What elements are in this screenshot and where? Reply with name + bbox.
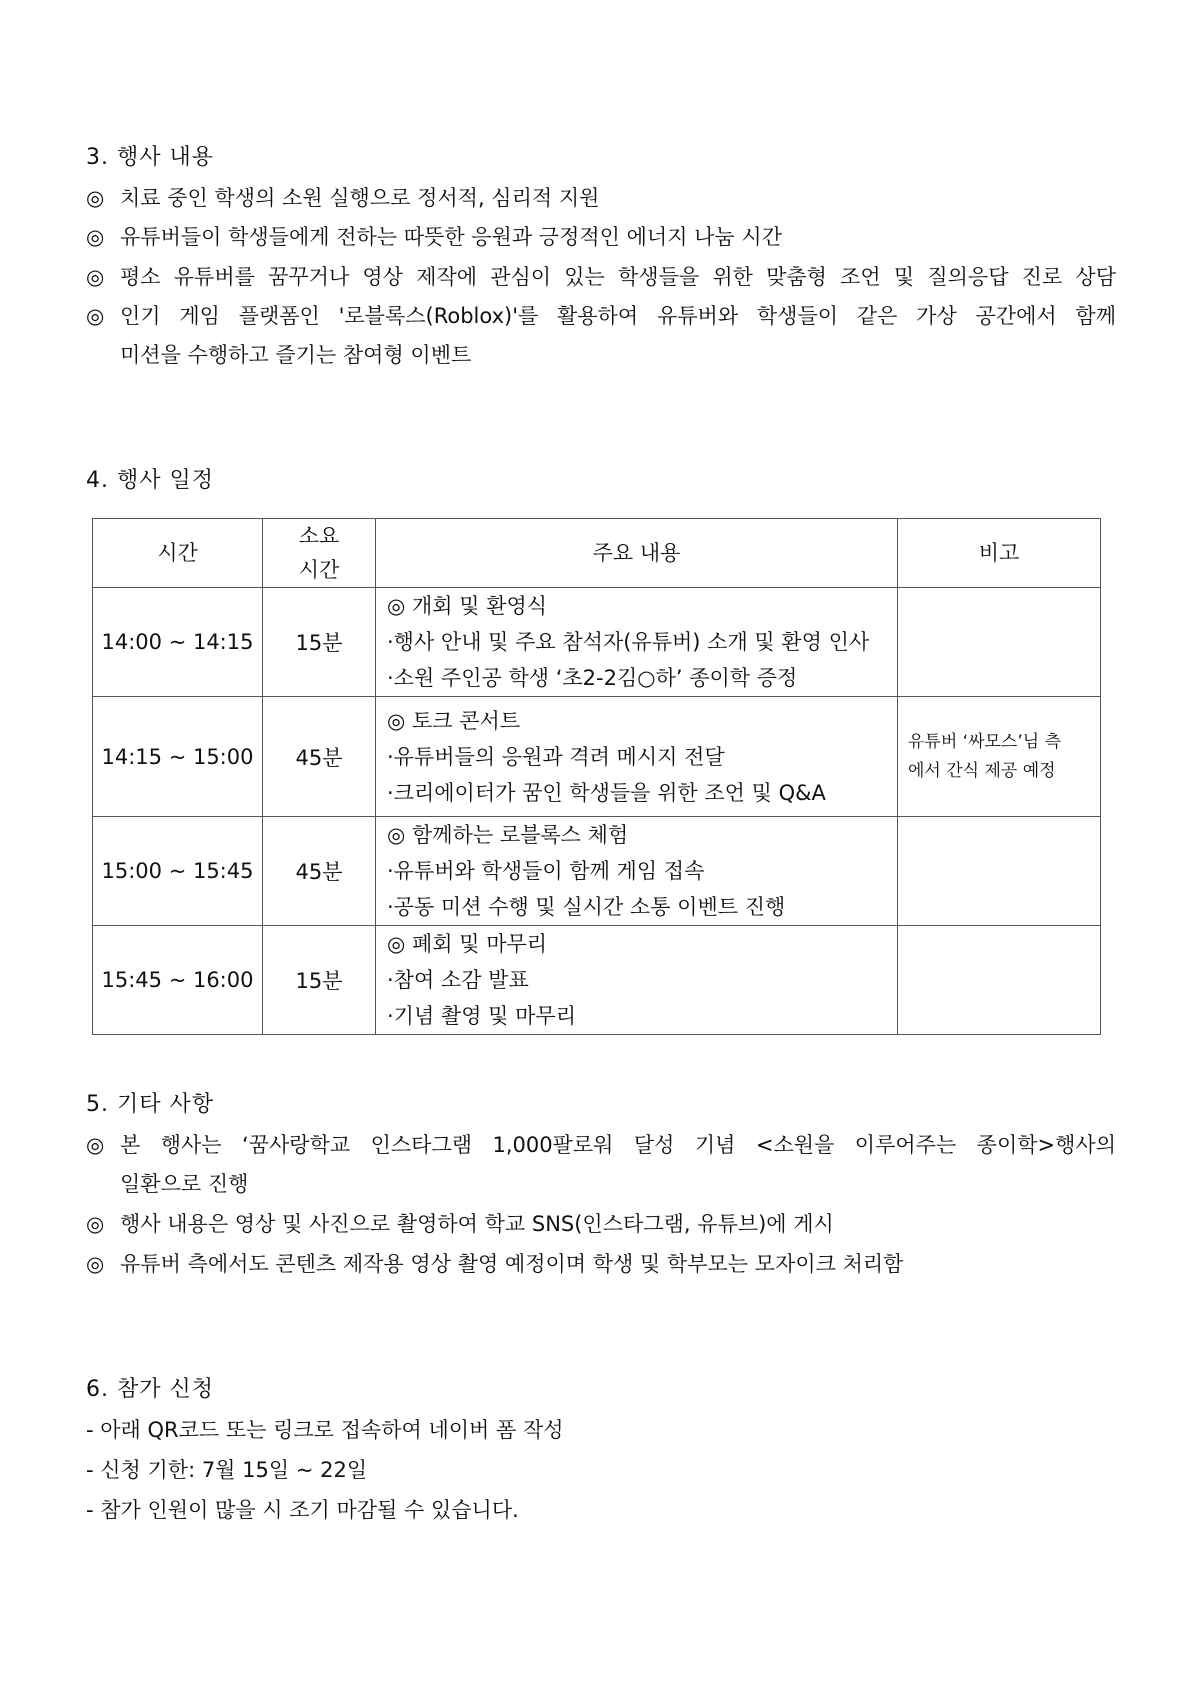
schedule-table	[92, 518, 1101, 1035]
section-5-bullet	[86, 1205, 1116, 1243]
row-time: 14:15 ~ 15:00	[93, 697, 263, 817]
bullet-text: 유튜버들이 학생들에게 전하는 따뜻한 응원과 긍정적인 에너지 나눔 시간	[120, 225, 782, 249]
content-heading: ◎ 폐회 및 마무리	[387, 932, 548, 956]
header-time: 시간	[93, 519, 263, 588]
row-duration: 15분	[263, 588, 376, 697]
row-time: 15:00 ~ 15:45	[93, 817, 263, 926]
bullet-text: 유튜버 측에서도 콘텐츠 제작용 영상 촬영 예정이며 학생 및 학부모는 모자이크 처리함	[120, 1252, 904, 1276]
row-time: 15:45 ~ 16:00	[93, 926, 263, 1035]
section-3-bullet	[86, 258, 1116, 296]
bullet-text: 인기 게임 플랫폼인 '로블록스(Roblox)'를 활용하여 유튜버와 학생들이 같은 가상 공간에서 함께	[120, 304, 1116, 328]
bullet-mark: ◎	[86, 265, 105, 289]
header-note: 비고	[898, 519, 1101, 588]
table-header-row	[93, 519, 1101, 588]
table-row	[93, 588, 1101, 697]
bullet-text: 본 행사는 ‘꿈사랑학교 인스타그램 1,000팔로워 달성 기념 <소원을 이루어주는 종이학>행사의	[120, 1133, 1116, 1157]
row-content	[376, 588, 898, 697]
content-heading: ◎ 함께하는 로블록스 체험	[387, 823, 629, 847]
bullet-mark: ◎	[86, 304, 105, 328]
row-content	[376, 817, 898, 926]
section-3-bullet	[86, 297, 1116, 335]
content-item: ·행사 안내 및 주요 참석자(유튜버) 소개 및 환영 인사	[387, 630, 870, 654]
bullet-mark: ◎	[86, 186, 105, 210]
section-3-bullet	[86, 218, 1116, 256]
application-item: - 참가 인원이 많을 시 조기 마감될 수 있습니다.	[86, 1498, 519, 1522]
content-item: ·기념 촬영 및 마무리	[387, 1004, 576, 1028]
note-line: 유튜버 ‘싸모스’님 측	[908, 731, 1061, 752]
bullet-text: 치료 중인 학생의 소원 실행으로 정서적, 심리적 지원	[120, 186, 600, 210]
content-item: ·유튜버들의 응원과 격려 메시지 전달	[387, 744, 725, 769]
bullet-mark: ◎	[86, 225, 105, 249]
row-content	[376, 697, 898, 817]
row-content	[376, 926, 898, 1035]
row-duration: 45분	[263, 697, 376, 817]
section-4-title: 4. 행사 일정	[86, 468, 214, 493]
application-item: - 아래 QR코드 또는 링크로 접속하여 네이버 폼 작성	[86, 1418, 564, 1442]
note-line: 에서 간식 제공 예정	[908, 760, 1056, 781]
table-row	[93, 817, 1101, 926]
table-row	[93, 697, 1101, 817]
row-time: 14:00 ~ 14:15	[93, 588, 263, 697]
header-duration: 소요 시간	[263, 519, 376, 588]
bullet-mark: ◎	[86, 1212, 105, 1236]
section-3-title: 3. 행사 내용	[86, 145, 214, 170]
row-note	[898, 697, 1101, 817]
row-duration: 15분	[263, 926, 376, 1035]
bullet-continuation: 미션을 수행하고 즐기는 참여형 이벤트	[120, 343, 472, 367]
section-6-title: 6. 참가 신청	[86, 1377, 214, 1402]
content-item: ·공동 미션 수행 및 실시간 소통 이벤트 진행	[387, 895, 786, 919]
bullet-text: 평소 유튜버를 꿈꾸거나 영상 제작에 관심이 있는 학생들을 위한 맞춤형 조언 및 질의응답 진로 상담	[120, 265, 1116, 289]
bullet-mark: ◎	[86, 1133, 105, 1157]
bullet-continuation: 일환으로 진행	[120, 1172, 249, 1196]
row-note	[898, 926, 1101, 1035]
section-5-title: 5. 기타 사항	[86, 1092, 214, 1117]
content-item: ·유튜버와 학생들이 함께 게임 접속	[387, 859, 705, 883]
content-item: ·크리에이터가 꿈인 학생들을 위한 조언 및 Q&A	[387, 780, 826, 805]
bullet-mark: ◎	[86, 1252, 105, 1276]
content-item: ·참여 소감 발표	[387, 968, 529, 992]
row-note	[898, 817, 1101, 926]
content-heading: ◎ 토크 콘서트	[387, 708, 521, 733]
section-5-bullet	[86, 1126, 1116, 1164]
bullet-text: 행사 내용은 영상 및 사진으로 촬영하여 학교 SNS(인스타그램, 유튜브)에 게시	[120, 1212, 834, 1236]
row-duration: 45분	[263, 817, 376, 926]
application-item: - 신청 기한: 7월 15일 ~ 22일	[86, 1458, 368, 1482]
content-item: ·소원 주인공 학생 ‘초2-2김○하’ 종이학 증정	[387, 666, 798, 690]
row-note	[898, 588, 1101, 697]
section-3-bullet	[86, 179, 1116, 217]
section-5-bullet	[86, 1245, 1116, 1283]
table-row	[93, 926, 1101, 1035]
header-content: 주요 내용	[376, 519, 898, 588]
content-heading: ◎ 개회 및 환영식	[387, 594, 548, 618]
